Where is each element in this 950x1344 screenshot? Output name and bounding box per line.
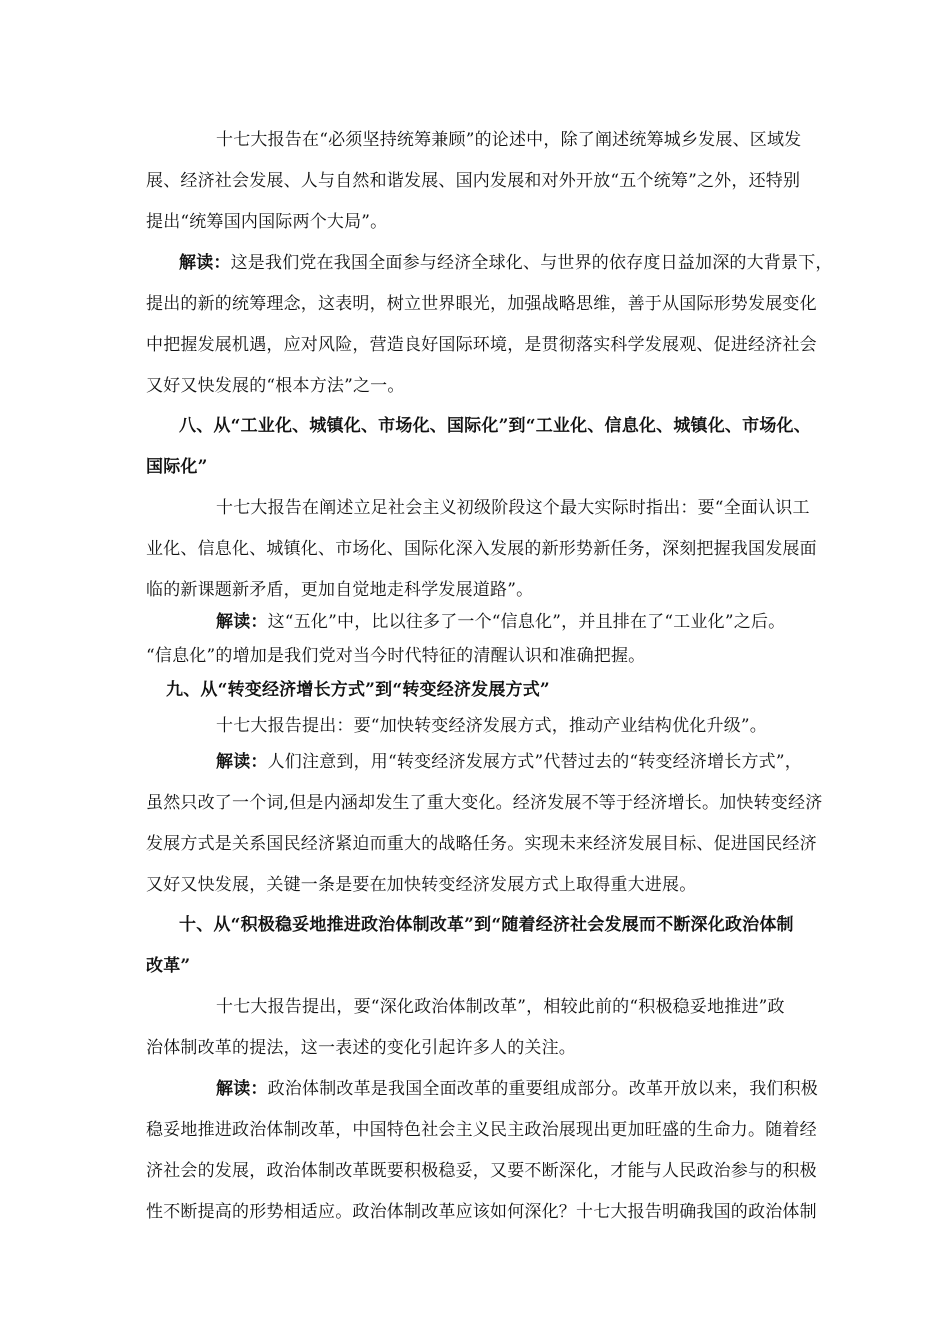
paragraph-line: 稳妥地推进政治体制改革，中国特色社会主义民主政治展现出更加旺盛的生命力。随着经 [146,1120,817,1140]
paragraph-line: 临的新课题新矛盾，更加自觉地走科学发展道路”。 [146,580,534,600]
interpretation-line [216,750,802,774]
paragraph-line: 济社会的发展，政治体制改革既要积极稳妥，又要不断深化，才能与人民政治参与的积极 [146,1161,817,1181]
interpretation-label: 解读： [216,752,268,772]
paragraph-line: 提出“统筹国内国际两个大局”。 [146,212,388,232]
interpretation-line [216,610,785,634]
paragraph-line: 又好又快发展，关键一条是要在加快转变经济发展方式上取得重大进展。 [146,875,697,895]
paragraph-line: 十七大报告提出，要“深化政治体制改革”，相较此前的“积极稳妥地推进”政 [216,997,785,1017]
section-heading-10: 十、从“积极稳妥地推进政治体制改革”到“随着经济社会发展而不断深化政治体制 [179,915,794,935]
interpretation-label: 解读： [216,612,268,632]
paragraph-text: 人们注意到，用“转变经济发展方式”代替过去的“转变经济增长方式”， [267,752,802,772]
paragraph-line: 提出的新的统筹理念，这表明，树立世界眼光，加强战略思维，善于从国际形势发展变化 [146,294,817,314]
paragraph-line: 治体制改革的提法，这一表述的变化引起许多人的关注。 [146,1038,576,1058]
interpretation-line [216,1077,818,1101]
interpretation-line [179,251,833,275]
paragraph-line: 十七大报告在阐述立足社会主义初级阶段这个最大实际时指出：要“全面认识工 [216,498,810,518]
paragraph-line: 中把握发展机遇，应对风险，营造良好国际环境，是贯彻落实科学发展观、促进经济社会 [146,335,817,355]
paragraph-line: 业化、信息化、城镇化、市场化、国际化深入发展的新形势新任务，深刻把握我国发展面 [146,539,817,559]
interpretation-label: 解读： [179,253,231,273]
paragraph-line: 虽然只改了一个词,但是内涵却发生了重大变化。经济发展不等于经济增长。加快转变经济 [146,793,823,813]
section-heading-10-cont: 改革” [146,956,191,976]
paragraph-line: 十七大报告提出：要“加快转变经济发展方式，推动产业结构优化升级”。 [216,716,767,736]
section-heading-8: 八、从“工业化、城镇化、市场化、国际化”到“工业化、信息化、城镇化、市场化、 [179,416,811,436]
paragraph-line: “信息化”的增加是我们党对当今时代特征的清醒认识和准确把握。 [146,646,646,666]
section-heading-9: 九、从“转变经济增长方式”到“转变经济发展方式” [166,680,550,700]
paragraph-text: 政治体制改革是我国全面改革的重要组成部分。改革开放以来，我们积极 [267,1079,819,1099]
paragraph-line: 展、经济社会发展、人与自然和谐发展、国内发展和对外开放“五个统筹”之外，还特别 [146,171,801,191]
paragraph-line: 发展方式是关系国民经济紧迫而重大的战略任务。实现未来经济发展目标、促进国民经济 [146,834,817,854]
paragraph-line: 性不断提高的形势相适应。政治体制改革应该如何深化？十七大报告明确我国的政治体制 [146,1202,817,1222]
paragraph-line: 十七大报告在“必须坚持统筹兼顾”的论述中，除了阐述统筹城乡发展、区域发 [216,130,802,150]
section-heading-8-cont: 国际化” [146,457,208,477]
paragraph-text: 这是我们党在我国全面参与经济全球化、与世界的依存度日益加深的大背景下， [230,253,833,273]
interpretation-label: 解读： [216,1079,268,1099]
paragraph-line: 又好又快发展的“根本方法”之一。 [146,376,405,396]
paragraph-text: 这“五化”中，比以往多了一个“信息化”，并且排在了“工业化”之后。 [267,612,786,632]
